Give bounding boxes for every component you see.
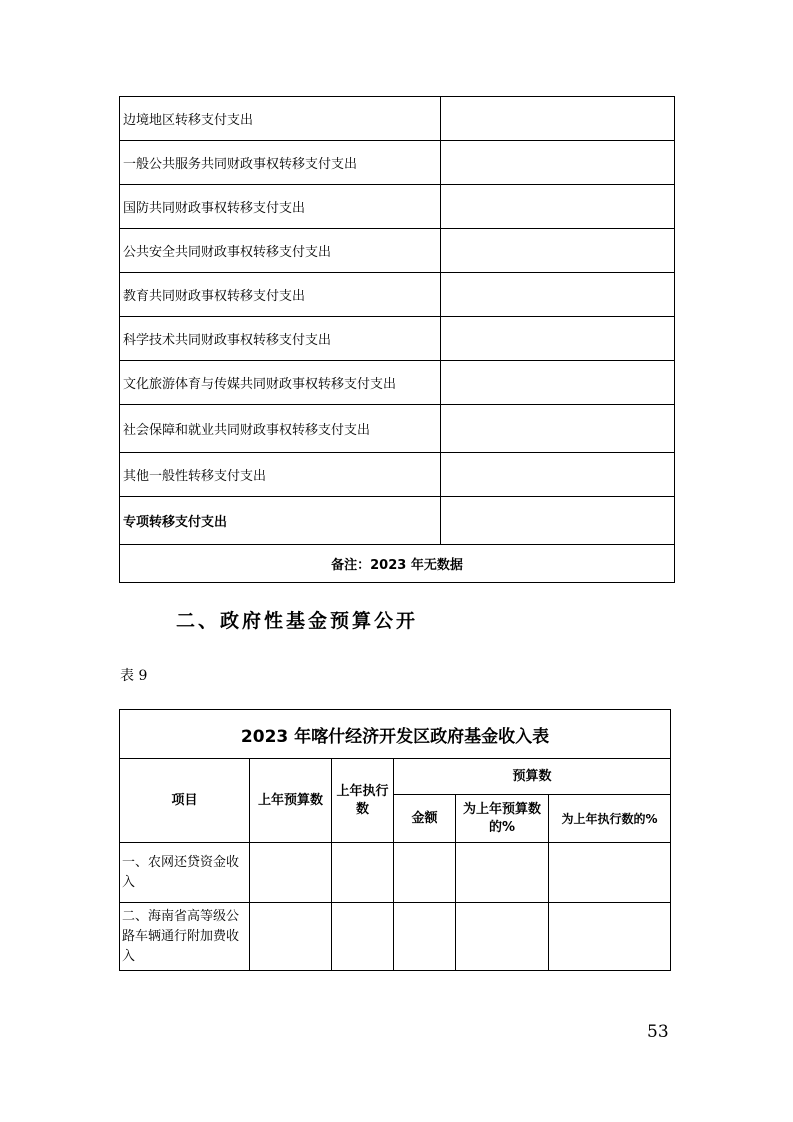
row-label: 教育共同财政事权转移支付支出 xyxy=(120,273,441,317)
row-label: 文化旅游体育与传媒共同财政事权转移支付支出 xyxy=(120,361,441,405)
row-label: 国防共同财政事权转移支付支出 xyxy=(120,185,441,229)
header-pct-budget: 为上年预算数的% xyxy=(456,795,549,843)
table-note: 备注：2023 年无数据 xyxy=(120,545,675,583)
cell xyxy=(394,903,456,971)
transfer-payment-table xyxy=(119,96,675,583)
row-value xyxy=(441,317,675,361)
section-heading: 二、政府性基金预算公开 xyxy=(176,610,419,632)
table-row xyxy=(120,141,675,185)
row-label: 二、海南省高等级公路车辆通行附加费收入 xyxy=(120,903,250,971)
table-label: 表 9 xyxy=(120,668,148,684)
row-label: 社会保障和就业共同财政事权转移支付支出 xyxy=(120,405,441,453)
table-row xyxy=(120,273,675,317)
note-row xyxy=(120,545,675,583)
table-row xyxy=(120,903,671,971)
row-label: 边境地区转移支付支出 xyxy=(120,97,441,141)
row-label: 专项转移支付支出 xyxy=(120,497,441,545)
header-last-year-exec: 上年执行数 xyxy=(332,759,394,843)
table-row xyxy=(120,317,675,361)
table-title: 2023 年喀什经济开发区政府基金收入表 xyxy=(120,710,671,759)
header-budget: 预算数 xyxy=(394,759,671,795)
cell xyxy=(549,843,671,903)
table-row xyxy=(120,843,671,903)
government-fund-revenue-table xyxy=(119,709,671,971)
table-row xyxy=(120,405,675,453)
table-row xyxy=(120,453,675,497)
row-label: 科学技术共同财政事权转移支付支出 xyxy=(120,317,441,361)
row-value xyxy=(441,497,675,545)
row-label: 公共安全共同财政事权转移支付支出 xyxy=(120,229,441,273)
header-amount: 金额 xyxy=(394,795,456,843)
row-value xyxy=(441,185,675,229)
cell xyxy=(250,843,332,903)
row-value xyxy=(441,97,675,141)
cell xyxy=(394,843,456,903)
row-value xyxy=(441,229,675,273)
cell xyxy=(456,903,549,971)
row-label: 其他一般性转移支付支出 xyxy=(120,453,441,497)
table-row xyxy=(120,97,675,141)
header-last-year-budget: 上年预算数 xyxy=(250,759,332,843)
row-value xyxy=(441,361,675,405)
table-row xyxy=(120,361,675,405)
header-pct-exec: 为上年执行数的% xyxy=(549,795,671,843)
row-label: 一、农网还贷资金收入 xyxy=(120,843,250,903)
cell xyxy=(332,843,394,903)
header-item: 项目 xyxy=(120,759,250,843)
row-value xyxy=(441,141,675,185)
cell xyxy=(456,843,549,903)
row-value xyxy=(441,453,675,497)
table-row xyxy=(120,497,675,545)
row-label: 一般公共服务共同财政事权转移支付支出 xyxy=(120,141,441,185)
cell xyxy=(549,903,671,971)
row-value xyxy=(441,273,675,317)
table-row xyxy=(120,229,675,273)
row-value xyxy=(441,405,675,453)
table-row xyxy=(120,185,675,229)
page-number: 53 xyxy=(647,1022,669,1042)
cell xyxy=(332,903,394,971)
cell xyxy=(250,903,332,971)
